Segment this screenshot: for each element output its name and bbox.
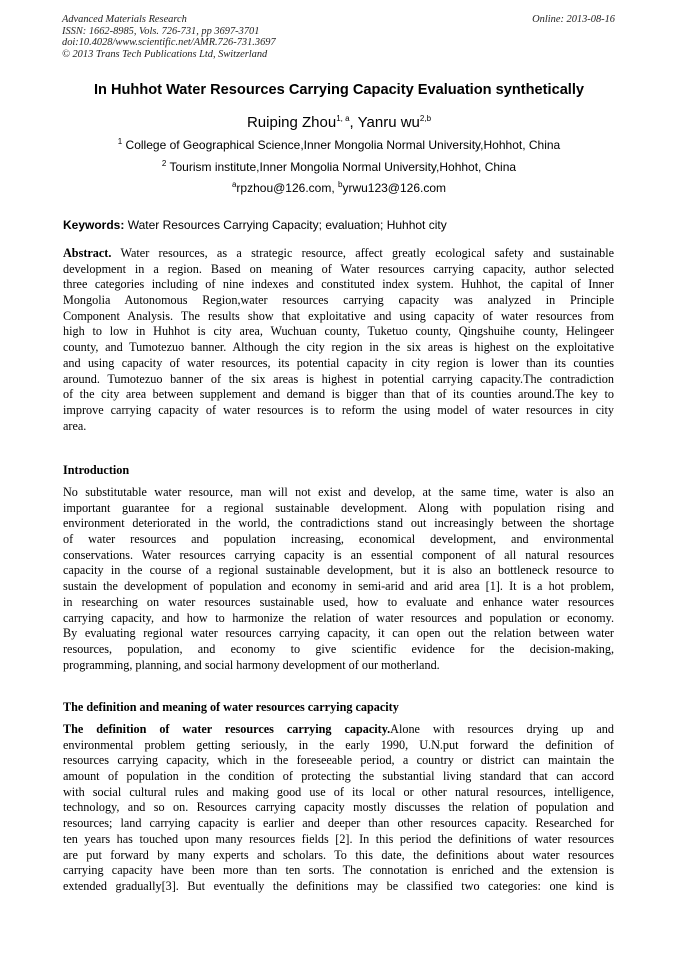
affiliation-2 (0, 160, 678, 174)
affiliation-superscript: 1 (117, 137, 123, 146)
body-line: capacity in the course of a regional sustainable development, but it is also an bottleneck resource to (63, 563, 614, 578)
body-line: with social cultural rules and making good use of its local or other natural resources, intelligence, (63, 784, 614, 799)
email-line (0, 181, 678, 195)
body-line: By evaluating regional water resources carrying capacity, it can open out the relation between water (63, 626, 614, 641)
body-line: carrying capacity, and how to harmonize the relation of water resources and population or economy. (63, 610, 614, 625)
body-line: conservations. Water resources carrying capacity is an essential component of all natural resources (63, 547, 614, 562)
issn-line: ISSN: 1662-8985, Vols. 726-731, pp 3697-3701 (62, 25, 260, 37)
body-line: environment deteriorated in the world, the contradictions stand out increasingly between the shortage (63, 516, 614, 531)
affiliation-text: College of Geographical Science,Inner Mongolia Normal University,Hohhot, China (122, 138, 561, 152)
abstract (63, 246, 614, 434)
abstract-line: around. Tumotezuo banner of the six areas is highest in potential carrying capacity.The contradiction (63, 371, 614, 386)
body-line: are put forward by many experts and scholars. To this date, the definitions about water resources (63, 847, 614, 862)
abstract-line (63, 246, 614, 262)
abstract-line: county, and Tumotezuo banner. Although the city region in the six areas is highest on the exploitative (63, 340, 614, 355)
affiliation-text: Tourism institute,Inner Mongolia Normal University,Hohhot, China (166, 160, 517, 174)
abstract-label: Abstract. (63, 246, 112, 260)
abstract-line: improve carrying capacity of water resources is to reform the using model of water resources in city (63, 402, 614, 417)
introduction-heading: Introduction (63, 463, 130, 477)
body-line: resources; land carrying capacity is earlier and deeper than other resources capacity. Researched for (63, 816, 614, 831)
introduction-body (63, 485, 614, 673)
affiliation-superscript: 2 (161, 159, 167, 168)
abstract-text: Water resources, as a strategic resource, affect greatly ecological safety and sustainable (111, 246, 614, 260)
body-line: resources, population, and economy to give scientific evidence for the decision-making, (63, 641, 614, 656)
author-superscript: 1, a (336, 114, 350, 123)
body-line: of water resources and population increasing, economical development, and environmental (63, 532, 614, 547)
keywords-text: Water Resources Carrying Capacity; evaluation; Huhhot city (124, 218, 447, 232)
body-line (63, 722, 614, 738)
body-line: important guarantee for a regional sustainable development. Along with population rising and (63, 500, 614, 515)
definition-lead: The definition of water resources carrying capacity. (63, 722, 391, 736)
online-date: Online: 2013-08-16 (532, 14, 615, 25)
abstract-line: Mongolia Autonomous Region,water resources carrying capacity was analyzed in Principle (63, 293, 614, 308)
definition-heading: The definition and meaning of water resources carrying capacity (63, 700, 399, 714)
body-line: programming, planning, and social harmony development of our motherland. (63, 657, 440, 672)
affiliation-1 (0, 138, 678, 152)
abstract-line: Component Analysis. The results show that exploitative and using capacity of water resources from (63, 308, 614, 323)
copyright-line: © 2013 Trans Tech Publications Ltd, Switzerland (62, 48, 268, 60)
abstract-line: and using capacity of water resources, its potential capacity in city region is lower than its counties (63, 355, 614, 370)
abstract-line: area. (63, 418, 87, 433)
author-name: Ruiping Zhou (246, 114, 337, 131)
body-line: resources carrying capacity, which in the foreseeable period, a country or district can maintain the (63, 753, 614, 768)
body-line: environmental problem getting seriously, in the early 1990, U.N.put forward the definition of (63, 737, 614, 752)
definition-body (63, 722, 614, 895)
paper-title: In Huhhot Water Resources Carrying Capacity Evaluation synthetically (93, 82, 585, 98)
keywords-label: Keywords: (63, 218, 125, 232)
body-line: technology, and so on. Resources carrying capacity mostly discusses the relation of population and (63, 800, 614, 815)
body-line: amount of population in the condition of protecting the substantial living standard that can accord (63, 769, 614, 784)
author-superscript: 2,b (419, 114, 432, 123)
journal-meta (62, 14, 276, 60)
abstract-line: three categories including of nine indexes and constituted index system. Huhhot, the capital of Inner (63, 277, 614, 292)
body-line: No substitutable water resource, man will not exist and develop, at the same time, water is also an (63, 485, 614, 499)
keywords (63, 218, 447, 232)
email-superscript: a (231, 180, 237, 189)
definition-text: Alone with resources drying up and (390, 722, 614, 736)
body-line: carrying capacity have been more than ten sorts. The connotation is enriched and the extension is (63, 863, 614, 878)
email-b: yrwu123@126.com (342, 181, 447, 195)
abstract-line: development in a region. Based on meaning of Water resources carrying capacity, author selected (63, 261, 614, 276)
abstract-line: high to low in Huhhot is city area, Wuchuan county, Tuketuo county, Qingshuihe county, Helingeer (63, 324, 614, 339)
email-superscript: b (338, 180, 343, 189)
doi-line: doi:10.4028/www.scientific.net/AMR.726-731.3697 (62, 37, 276, 48)
author-line (0, 114, 678, 131)
author-name: Yanru wu (357, 114, 420, 131)
author-separator: , (349, 114, 358, 131)
abstract-line: of the city area between supplement and demand is bigger than that of its counties around.The key to (63, 387, 614, 402)
email-a: rpzhou@126.com, (236, 181, 338, 195)
body-line: in researching on water resources sustainable used, how to evaluate and enhance water resources (63, 594, 614, 609)
body-line: extended gradually[3]. But eventually the definitions may be classified two categories: one kind is (63, 878, 614, 893)
body-line: ten years has touched upon many resources fields [2]. In this period the definitions of water resources (63, 831, 614, 846)
journal-name: Advanced Materials Research (62, 14, 187, 25)
body-line: sustain the development of population and economy in semi-arid and arid area [1]. It is a hot problem, (63, 579, 614, 594)
